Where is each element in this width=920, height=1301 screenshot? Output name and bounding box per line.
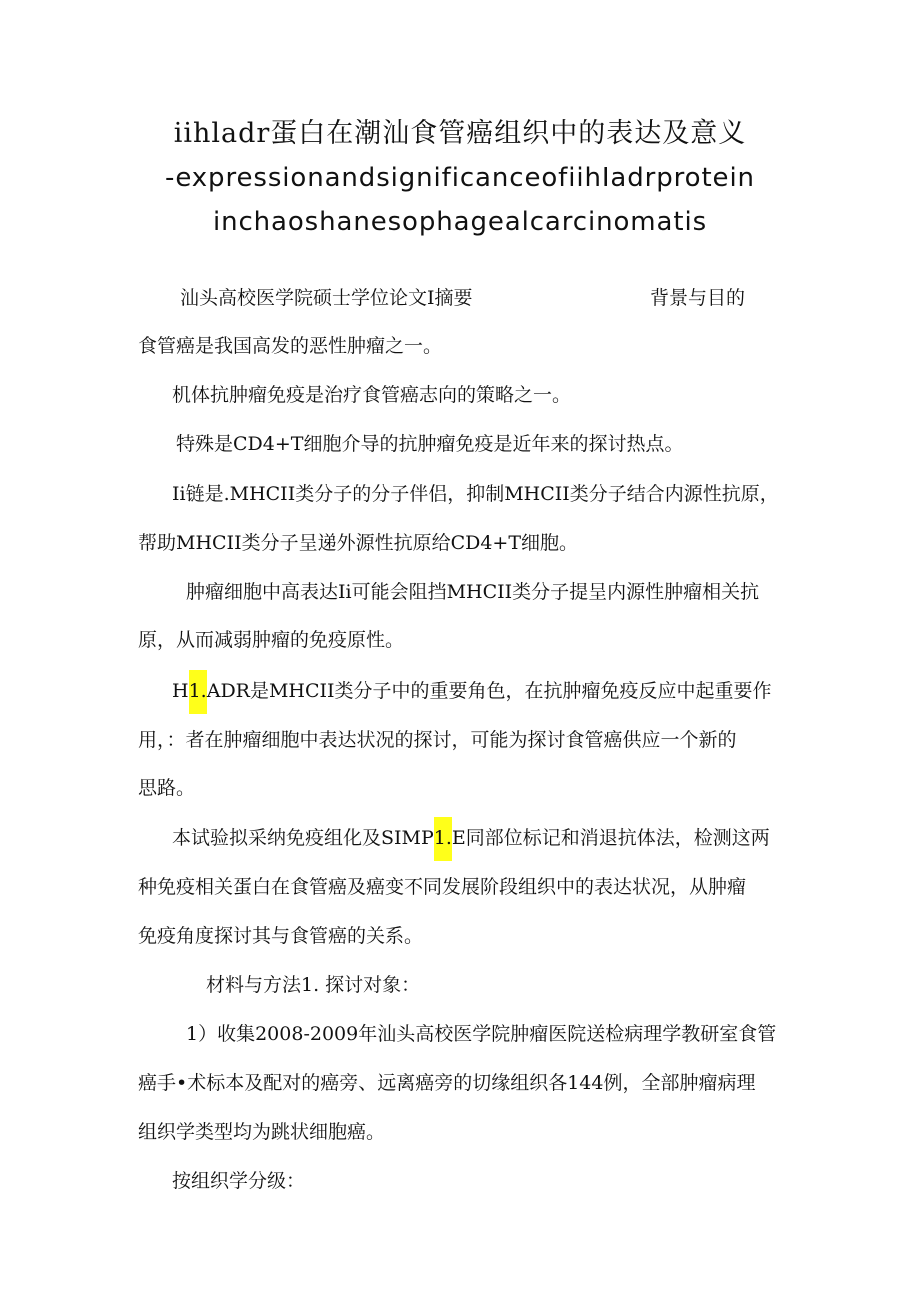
paragraph-6-line-1 bbox=[172, 677, 772, 705]
text-segment: E同部位标记和消退抗体法，检测这两 bbox=[451, 827, 770, 849]
paragraph-7-line-2: 种免疫相关蛋白在食管癌及癌变不同发展阶段组织中的表达状况，从肿瘤 bbox=[138, 876, 747, 898]
title-english-line-2: inchaoshanesophagealcarcinomatis bbox=[212, 207, 708, 237]
paragraph-2: 机体抗肿瘤免疫是治疗食管癌志向的策略之一。 bbox=[172, 384, 572, 406]
title-english-line-1: -expressionandsignificanceofiihIadrprotein bbox=[165, 163, 755, 193]
grading-line: 按组织学分级： bbox=[172, 1170, 306, 1192]
paragraph-3: 特殊是CD4+T细胞介导的抗肿瘤免疫是近年来的探讨热点。 bbox=[176, 433, 684, 455]
methods-line-2: 癌手•术标本及配对的癌旁、远离癌旁的切缘组织各144例，全部肿瘤病理 bbox=[138, 1072, 756, 1094]
text-segment: 本试验拟采纳免疫组化及SIMP bbox=[172, 827, 434, 849]
paragraph-6-line-3: 思路。 bbox=[138, 777, 196, 799]
methods-line-3: 组织学类型均为跳状细胞癌。 bbox=[138, 1121, 386, 1143]
paragraph-5-line-1: 肿瘤细胞中高表达Ii可能会阻挡MHCII类分子提呈内源性肿瘤相关抗 bbox=[186, 581, 760, 603]
abstract-header-left: 汕头高校医学院硕士学位论文I摘要 bbox=[180, 287, 473, 309]
highlight-mark: 1. bbox=[434, 817, 452, 861]
paragraph-6-line-2: 用，：者在肿瘤细胞中表达状况的探讨，可能为探讨食管癌供应一个新的 bbox=[138, 729, 737, 751]
paragraph-7-line-3: 免疫角度探讨其与食管癌的关系。 bbox=[138, 925, 424, 947]
paragraph-1: 食管癌是我国高发的恶性肿瘤之一。 bbox=[138, 335, 443, 357]
document-title bbox=[0, 112, 920, 244]
title-chinese: iihladr蛋白在潮汕食管癌组织中的表达及意义 bbox=[173, 118, 747, 149]
methods-header: 材料与方法1. 探讨对象： bbox=[206, 974, 421, 996]
text-segment: ADR是MHCII类分子中的重要角色，在抗肿瘤免疫反应中起重要作 bbox=[206, 680, 772, 702]
text-segment: H bbox=[172, 680, 189, 702]
methods-line-1: 1）收集2008-2009年汕头高校医学院肿瘤医院送检病理学教研室食管 bbox=[186, 1023, 777, 1045]
paragraph-7-line-1 bbox=[172, 824, 770, 852]
paragraph-5-line-2: 原，从而减弱肿瘤的免疫原性。 bbox=[138, 629, 405, 651]
paragraph-4-line-2: 帮助MHCII类分子呈递外源性抗原给CD4+T细胞。 bbox=[138, 532, 579, 554]
highlight-mark: 1. bbox=[189, 670, 207, 714]
abstract-header-right: 背景与目的 bbox=[650, 287, 746, 309]
paragraph-4-line-1: Ii链是.MHCII类分子的分子伴侣，抑制MHCII类分子结合内源性抗原， bbox=[172, 483, 779, 505]
